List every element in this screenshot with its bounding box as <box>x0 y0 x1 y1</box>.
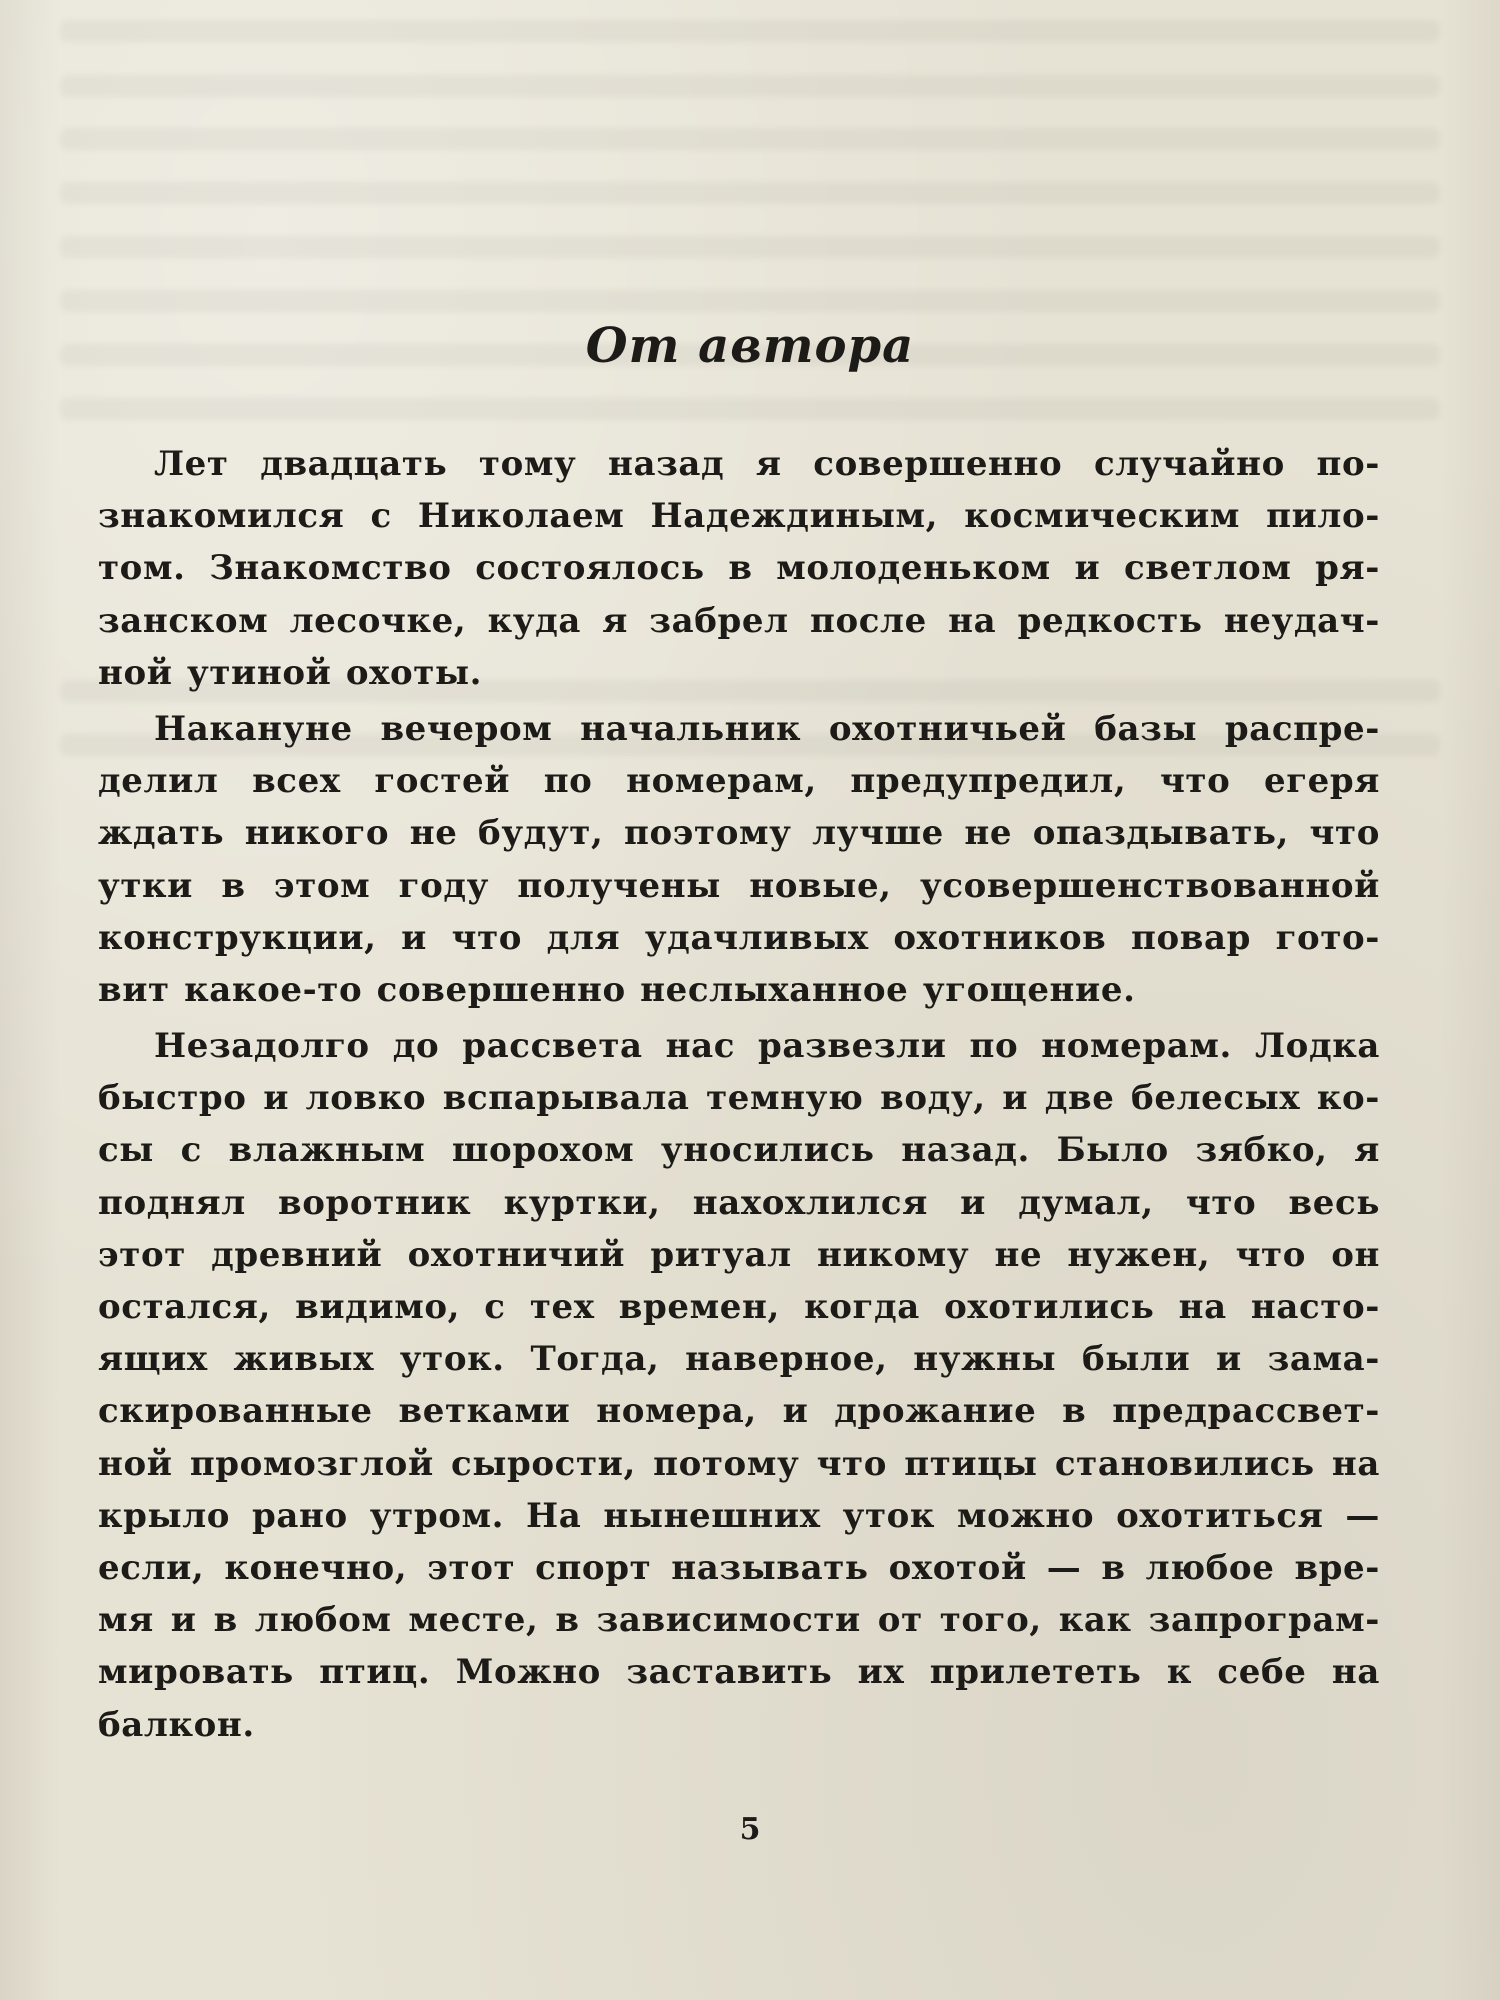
text-line: если, конечно, этот спорт называть охотой — в любое вре- <box>98 1547 1380 1588</box>
text-line: Накануне вечером начальник охотничьей базы распре- <box>154 708 1380 749</box>
text-line: этот древний охотничий ритуал никому не нужен, что он <box>98 1234 1380 1275</box>
text-line: занском лесочке, куда я забрел после на редкость неудач- <box>98 600 1380 641</box>
text-line: конструкции, и что для удачливых охотников повар гото- <box>98 917 1380 958</box>
text-line: поднял воротник куртки, нахохлился и думал, что весь <box>98 1182 1380 1223</box>
text-line: вит какое-то совершенно неслыханное угощение. <box>98 969 1136 1010</box>
text-line: том. Знакомство состоялось в молоденьком и светлом ря- <box>98 548 1380 589</box>
text-line: утки в этом году получены новые, усовершенствованной <box>98 865 1380 906</box>
text-line: скированные ветками номера, и дрожание в предрассвет- <box>98 1391 1380 1432</box>
chapter-title: От автора <box>585 318 915 374</box>
paragraph <box>98 1020 1380 1751</box>
paragraph <box>98 438 1380 699</box>
text-line: сы с влажным шорохом уносились назад. Было зябко, я <box>98 1130 1380 1171</box>
text-line: остался, видимо, с тех времен, когда охотились на насто- <box>98 1287 1380 1327</box>
text-line: Незадолго до рассвета нас развезли по номерам. Лодка <box>154 1026 1380 1067</box>
text-line: крыло рано утром. На нынешних уток можно охотиться — <box>98 1495 1380 1536</box>
text-line: мировать птиц. Можно заставить их прилететь к себе на <box>98 1652 1380 1693</box>
text-line: балкон. <box>98 1704 255 1745</box>
text-line: мя и в любом месте, в зависимости от того, как запрограм- <box>98 1600 1380 1641</box>
text-line: ной промозглой сырости, потому что птицы становились на <box>98 1443 1380 1484</box>
text-line: быстро и ловко вспарывала темную воду, и две белесых ко- <box>98 1078 1380 1119</box>
text-line: ящих живых уток. Тогда, наверное, нужны были и зама- <box>98 1339 1380 1380</box>
text-line: Лет двадцать тому назад я совершенно случайно по- <box>154 444 1380 484</box>
paragraph <box>98 703 1380 1016</box>
text-line: ной утиной охоты. <box>98 652 483 693</box>
body-text <box>98 438 1380 1755</box>
text-line: ждать никого не будут, поэтому лучше не опаздывать, что <box>98 813 1380 854</box>
text-line: делил всех гостей по номерам, предупредил, что егеря <box>98 761 1380 802</box>
page-number: 5 <box>739 1812 761 1847</box>
text-line: знакомился с Николаем Надеждиным, космическим пило- <box>98 496 1380 537</box>
